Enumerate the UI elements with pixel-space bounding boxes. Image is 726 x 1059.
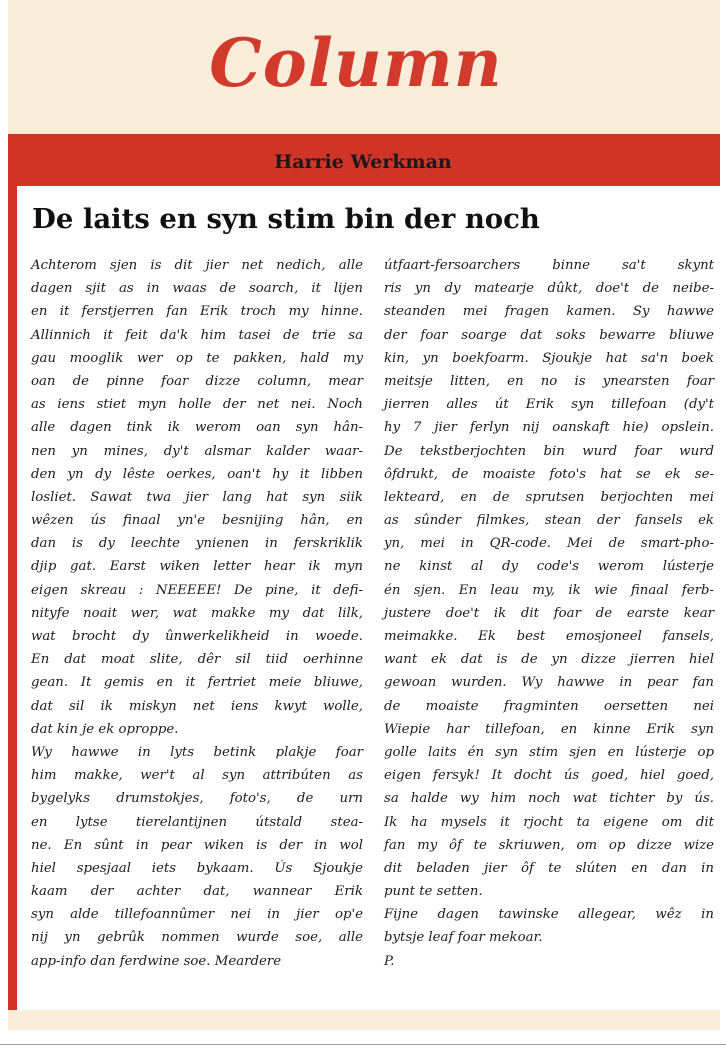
text-line: app-info dan ferdwine soe. Meardere (31, 953, 282, 969)
text-line: djip gat. Earst wiken letter hear ik myn (31, 559, 363, 575)
text-line: kaam der achter dat, wannear Erik (31, 884, 363, 900)
text-line: de moaiste fragminten oersetten nei (384, 698, 714, 714)
text-line: oan de pinne foar dizze column, mear (31, 373, 363, 389)
text-line: dagen sjit as in waas de soarch, it lijen (31, 281, 363, 297)
text-line: én sjen. En leau my, ik wie finaal ferb- (384, 582, 714, 598)
text-line: dat kin je ek oproppe. (31, 721, 179, 737)
text-line: En dat moat slite, dêr sil tiid oerhinne (31, 652, 363, 668)
text-line: wat brocht dy ûnwerkelikheid in woede. (31, 629, 363, 644)
text-line: nij yn gebrûk nommen wurde soe, alle (31, 930, 363, 946)
text-line: gewoan wurden. Wy hawwe in pear fan (384, 675, 714, 691)
text-line: sa halde wy him noch wat tichter by ús. (384, 791, 714, 807)
text-line: Fijne dagen tawinske allegear, wêz in (384, 907, 714, 923)
bottom-band (8, 1010, 720, 1030)
text-line: en lytse tierelantijnen útstald stea- (31, 814, 363, 830)
text-line: bygelyks drumstokjes, foto's, de urn (31, 791, 363, 807)
text-line: eigen skreau : NEEEEE! De pine, it defi- (31, 582, 363, 598)
text-line: hy 7 jier ferlyn nij oanskaft hie) opslein. (384, 420, 714, 436)
text-line: der foar soarge dat soks bewarre bliuwe (384, 327, 714, 343)
text-line: P. (384, 953, 395, 969)
text-line: syn alde tillefoannûmer nei in jier op'e (31, 907, 363, 923)
text-line: hiel spesjaal iets bykaam. Ús Sjoukje (31, 860, 363, 876)
article-column-left (31, 254, 363, 973)
text-line: Ik ha mysels it rjocht ta eigene om dit (384, 814, 714, 830)
text-line: Achterom sjen is dit jier net nedich, alle (31, 258, 363, 273)
text-line: dat sil ik miskyn net iens kwyt wolle, (31, 698, 363, 714)
text-line: Wy hawwe in lyts betink plakje foar (31, 744, 363, 760)
text-line: as sûnder filmkes, stean der fansels ek (384, 513, 714, 529)
text-line: De tekstberjochten bin wurd foar wurd (384, 443, 714, 459)
text-line: fan my ôf te skriuwen, om op dizze wize (384, 837, 714, 853)
text-line: bytsje leaf foar mekoar. (384, 930, 543, 946)
text-line: nen yn mines, dy't alsmar kalder waar- (31, 443, 363, 459)
text-line: ôfdrukt, de moaiste foto's hat se ek se- (384, 466, 714, 482)
text-line: en it ferstjerren fan Erik troch my hinne. (31, 304, 363, 320)
text-line: kin, yn boekfoarm. Sjoukje hat sa'n boek (384, 350, 714, 366)
text-line: den yn dy lêste oerkes, oan't hy it libben (31, 466, 363, 482)
footer-rule (0, 1044, 726, 1045)
text-line: losliet. Sawat twa jier lang hat syn siik (31, 489, 363, 505)
text-line: ris yn dy matearje dûkt, doe't de neibe- (384, 281, 714, 297)
text-line: jierren alles út Erik syn tillefoan (dy't (384, 397, 714, 413)
text-line: want ek dat is de yn dizze jierren hiel (384, 652, 714, 668)
text-line: wêzen ús finaal yn'e besnijing hân, en (31, 513, 363, 529)
article-headline: De laits en syn stim bin der noch (32, 203, 540, 235)
author-name: Harrie Werkman (274, 151, 452, 173)
text-line: ne kinst al dy code's werom lústerje (384, 559, 714, 575)
text-line: gean. It gemis en it fertriet meie bliuwe, (31, 675, 363, 691)
text-line: lekteard, en de sprutsen berjochten mei (384, 489, 714, 505)
text-line: punt te setten. (384, 884, 483, 900)
text-line: eigen fersyk! It docht ús goed, hiel goed, (384, 768, 714, 784)
text-line: dit beladen jier ôf te slúten en dan in (384, 860, 714, 876)
text-line: meitsje litten, en no is ynearsten foar (384, 373, 714, 389)
article-column-right (384, 254, 714, 973)
accent-left-bar (8, 186, 17, 1010)
text-line: him makke, wer't al syn attribúten as (31, 768, 363, 784)
text-line: as iens stiet myn holle der net nei. Noch (31, 397, 363, 413)
text-line: útfaart-fersoarchers binne sa't skynt (384, 258, 714, 273)
text-line: justere doe't ik dit foar de earste kear (384, 605, 714, 621)
text-line: yn, mei in QR-code. Mei de smart-pho- (384, 536, 714, 552)
masthead-title: Column (209, 24, 503, 102)
text-line: meimakke. Ek best emosjoneel fansels, (384, 629, 714, 644)
text-line: gau mooglik wer op te pakken, hald my (31, 350, 363, 366)
text-line: alle dagen tink ik werom oan syn hân- (31, 420, 363, 436)
text-line: nityfe noait wer, wat makke my dat lilk, (31, 605, 363, 621)
text-line: dan is dy leechte ynienen in ferskriklik (31, 536, 363, 552)
text-line: ne. En sûnt in pear wiken is der in wol (31, 837, 363, 853)
text-line: Allinnich it feit da'k him tasei de trie sa (31, 327, 363, 343)
text-line: golle laits én syn stim sjen en lústerje op (384, 744, 714, 760)
text-line: steanden mei fragen kamen. Sy hawwe (384, 304, 714, 320)
text-line: Wiepie har tillefoan, en kinne Erik syn (384, 721, 714, 737)
